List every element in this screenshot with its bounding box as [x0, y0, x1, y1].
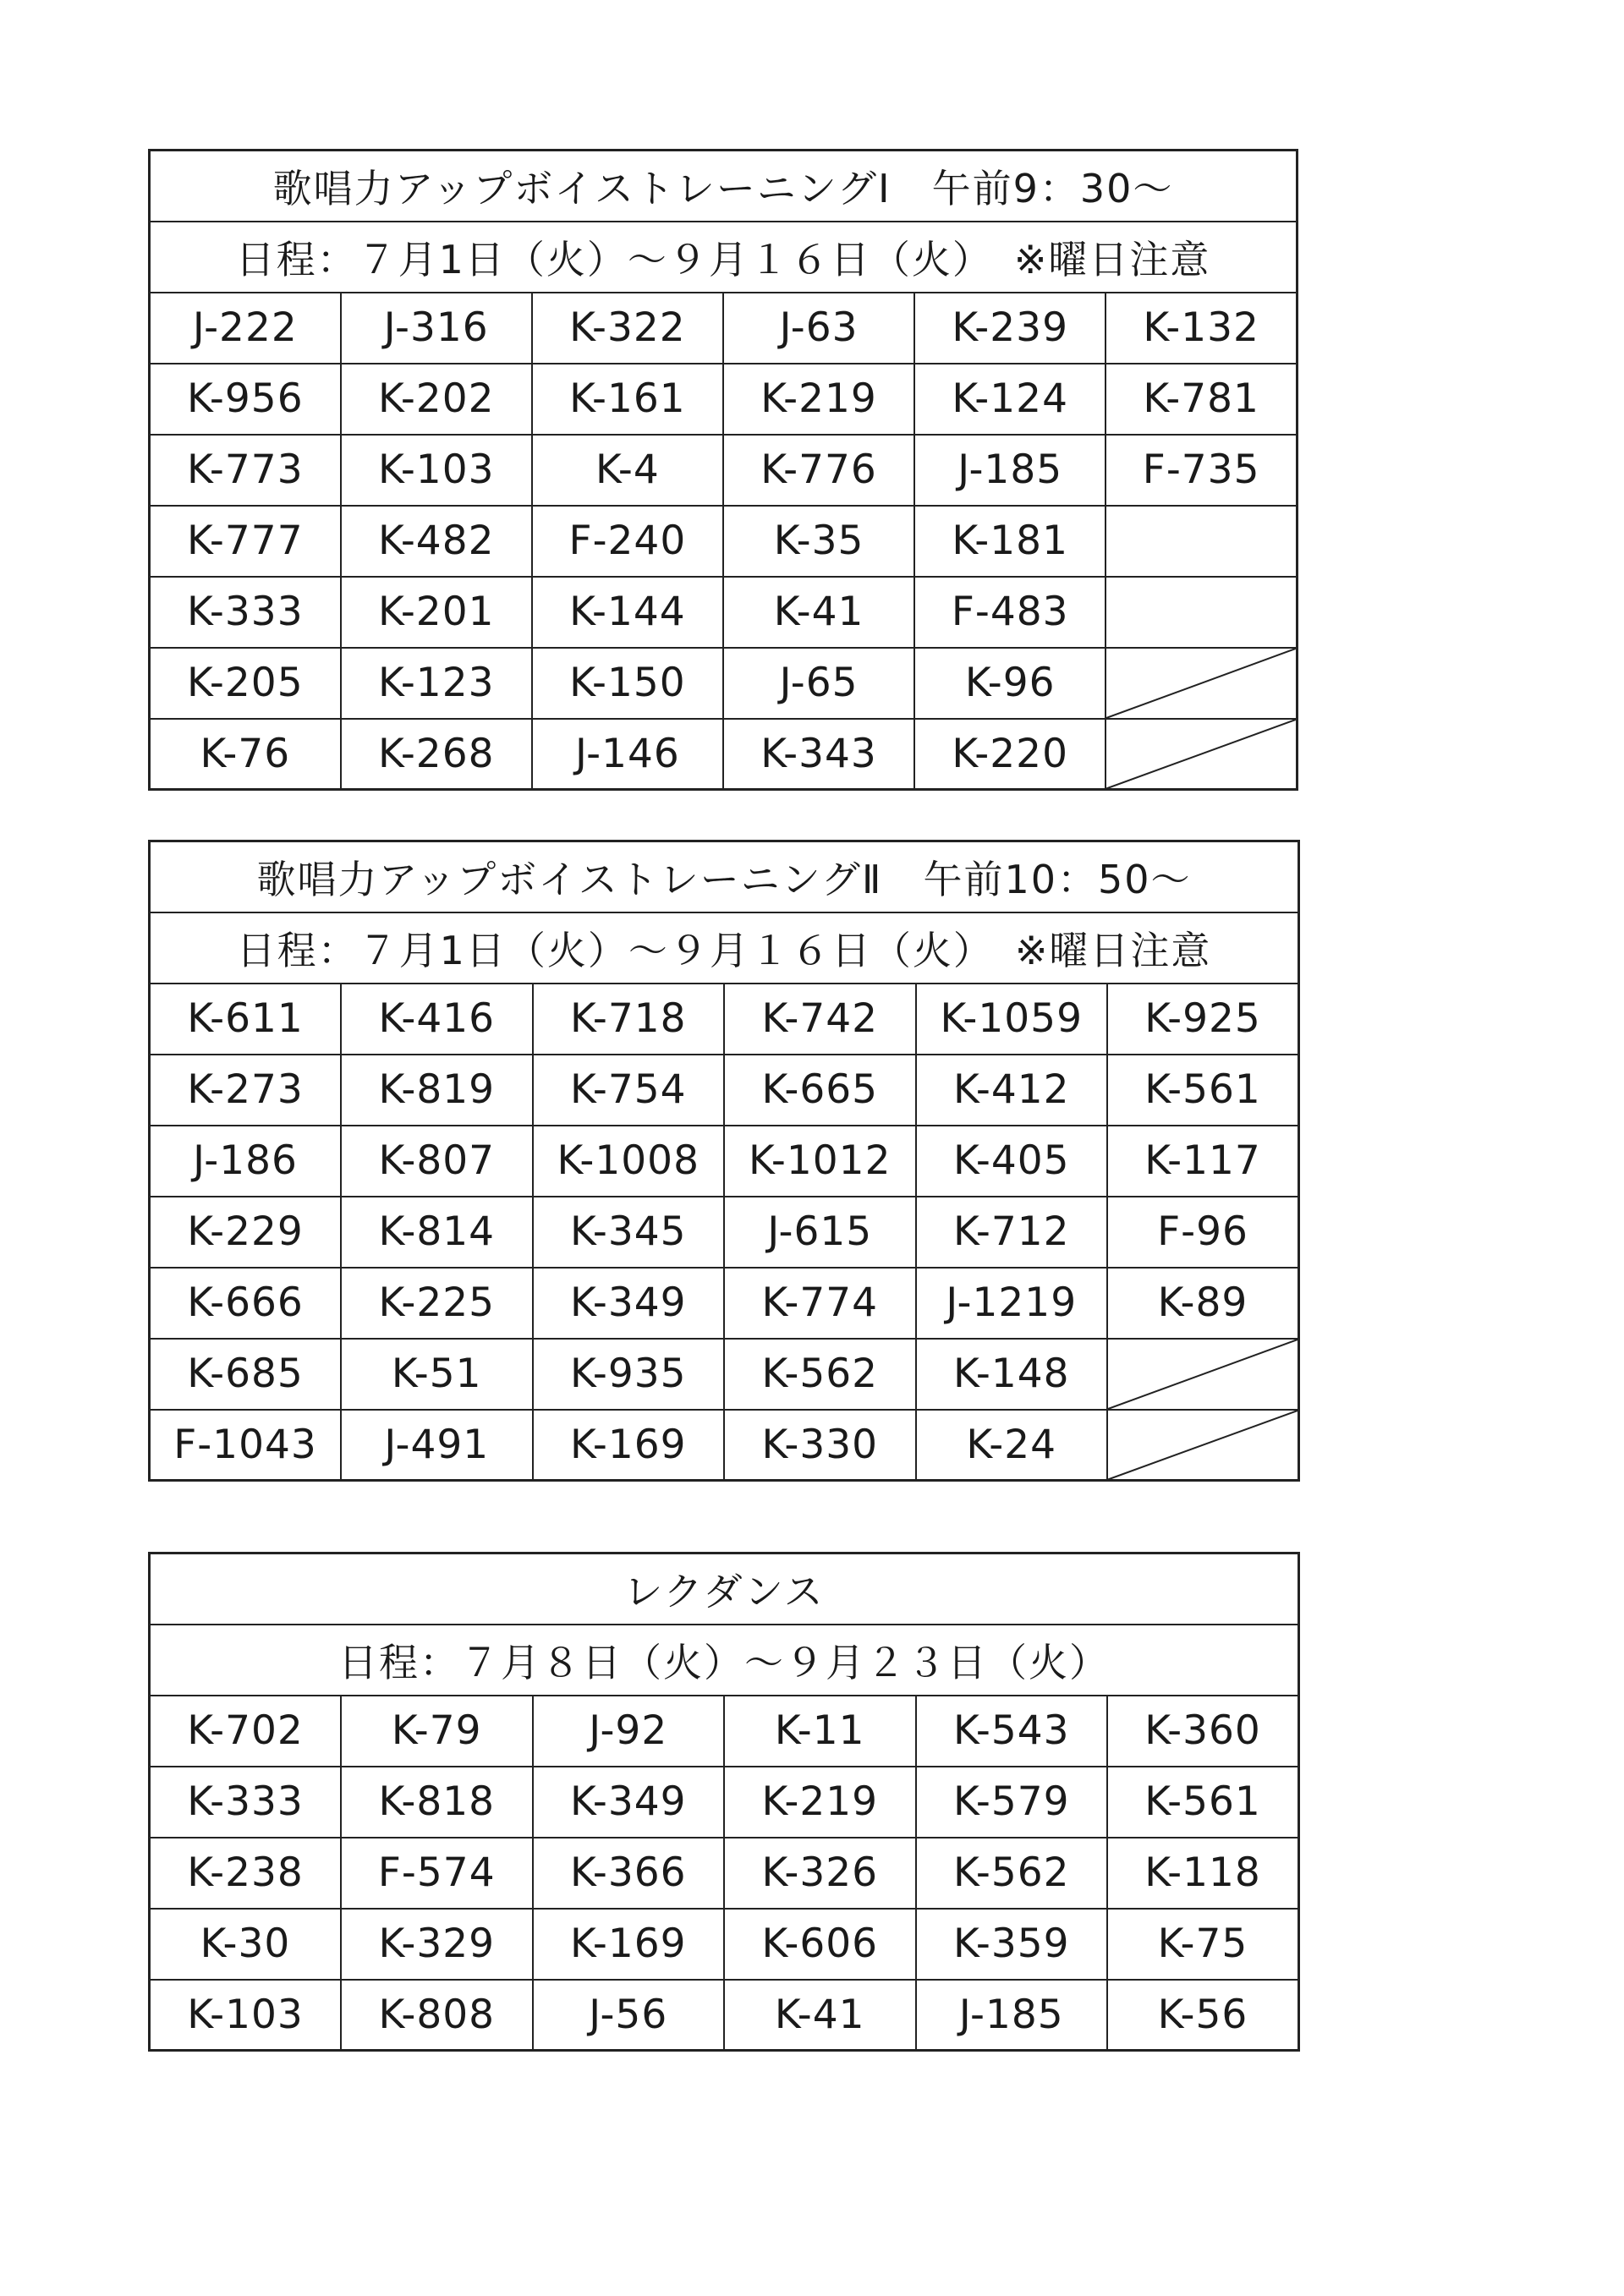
participant-id-cell: K-781 — [1106, 364, 1297, 435]
participant-id-cell: K-925 — [1107, 984, 1299, 1055]
participant-id-cell: K-611 — [150, 984, 342, 1055]
participant-id-cell: K-754 — [533, 1055, 725, 1126]
participant-row — [150, 1838, 1299, 1909]
participant-id-cell: K-229 — [150, 1197, 342, 1268]
participant-id-cell: J-92 — [533, 1696, 725, 1767]
participant-id-cell: K-79 — [341, 1696, 533, 1767]
participant-id-cell: K-103 — [341, 435, 532, 506]
participant-id-cell: K-117 — [1107, 1126, 1299, 1197]
diagonal-slash-icon — [1106, 720, 1296, 789]
participant-id-cell: K-89 — [1107, 1268, 1299, 1339]
unused-cell-slash — [1106, 719, 1297, 790]
participant-id-cell: K-776 — [723, 435, 914, 506]
participant-id-cell: K-777 — [150, 506, 341, 577]
table-period: 日程：７月８日（火）～９月２３日（火） — [150, 1625, 1299, 1696]
unused-cell-slash — [1107, 1410, 1299, 1481]
participant-id-cell: J-222 — [150, 293, 341, 364]
participant-id-cell: K-819 — [341, 1055, 533, 1126]
participant-id-cell: K-366 — [533, 1838, 725, 1909]
participant-row — [150, 1767, 1299, 1838]
participant-row — [150, 364, 1298, 435]
participant-id-cell: F-483 — [914, 577, 1106, 648]
participant-id-cell: K-818 — [341, 1767, 533, 1838]
participant-id-cell: K-712 — [916, 1197, 1108, 1268]
participant-id-cell: J-63 — [723, 293, 914, 364]
participant-id-cell: K-349 — [533, 1268, 725, 1339]
participant-id-cell: K-330 — [724, 1410, 916, 1481]
participant-id-cell: K-666 — [150, 1268, 342, 1339]
participant-id-cell: K-718 — [533, 984, 725, 1055]
participant-id-cell: K-205 — [150, 648, 341, 719]
participant-id-cell: K-1059 — [916, 984, 1108, 1055]
participant-id-cell: K-35 — [723, 506, 914, 577]
participant-id-cell: K-51 — [341, 1339, 533, 1410]
participant-id-cell: K-807 — [341, 1126, 533, 1197]
participant-id-cell: J-1219 — [916, 1268, 1108, 1339]
participant-id-cell: K-169 — [533, 1909, 725, 1980]
participant-id-cell: K-333 — [150, 1767, 342, 1838]
participant-row — [150, 577, 1298, 648]
diagonal-slash-icon — [1108, 1340, 1298, 1409]
participant-id-cell: K-1008 — [533, 1126, 725, 1197]
participant-id-cell: K-322 — [532, 293, 723, 364]
participant-id-cell: K-220 — [914, 719, 1106, 790]
participant-id-cell: K-326 — [724, 1838, 916, 1909]
participant-row — [150, 1055, 1299, 1126]
participant-id-cell: K-76 — [150, 719, 341, 790]
participant-id-cell: J-615 — [724, 1197, 916, 1268]
participant-id-cell: J-185 — [914, 435, 1106, 506]
participant-id-cell: K-148 — [916, 1339, 1108, 1410]
participant-row — [150, 1126, 1299, 1197]
participant-id-cell: K-132 — [1106, 293, 1297, 364]
participant-id-cell: J-186 — [150, 1126, 342, 1197]
participant-row — [150, 984, 1299, 1055]
participant-id-cell: K-702 — [150, 1696, 342, 1767]
participant-row — [150, 1197, 1299, 1268]
participant-id-cell: K-685 — [150, 1339, 342, 1410]
participant-id-cell: K-562 — [916, 1838, 1108, 1909]
participant-id-cell: K-561 — [1107, 1055, 1299, 1126]
participant-id-cell: K-181 — [914, 506, 1106, 577]
participant-id-cell: F-735 — [1106, 435, 1297, 506]
table-period: 日程：７月1日（火）～９月１６日（火） ※曜日注意 — [150, 222, 1298, 293]
participant-id-cell: K-4 — [532, 435, 723, 506]
table-period-row — [150, 222, 1298, 293]
table-title-row — [150, 1553, 1299, 1625]
participant-id-cell: K-360 — [1107, 1696, 1299, 1767]
unused-cell-slash — [1107, 1339, 1299, 1410]
participant-id-cell: K-543 — [916, 1696, 1108, 1767]
participant-id-cell: K-482 — [341, 506, 532, 577]
participant-row — [150, 1909, 1299, 1980]
participant-id-cell: F-574 — [341, 1838, 533, 1909]
participant-id-cell: J-491 — [341, 1410, 533, 1481]
table-period: 日程：７月1日（火）～９月１６日（火） ※曜日注意 — [150, 912, 1299, 984]
participant-id-cell: K-345 — [533, 1197, 725, 1268]
participant-id-cell: J-146 — [532, 719, 723, 790]
participant-id-cell: K-201 — [341, 577, 532, 648]
participant-id-cell: K-11 — [724, 1696, 916, 1767]
participant-row — [150, 1268, 1299, 1339]
participant-row — [150, 506, 1298, 577]
participant-id-cell: K-329 — [341, 1909, 533, 1980]
participant-id-cell: K-405 — [916, 1126, 1108, 1197]
participant-row — [150, 1410, 1299, 1481]
participant-id-cell: K-808 — [341, 1980, 533, 2051]
participant-id-cell: K-41 — [723, 577, 914, 648]
participant-id-cell: J-65 — [723, 648, 914, 719]
participant-id-cell: K-144 — [532, 577, 723, 648]
participant-id-cell: K-273 — [150, 1055, 342, 1126]
participant-row — [150, 435, 1298, 506]
rec-dance-table — [148, 1552, 1300, 2052]
table-title-row — [150, 151, 1298, 222]
participant-id-cell: F-240 — [532, 506, 723, 577]
participant-id-cell: K-814 — [341, 1197, 533, 1268]
participant-id-cell: K-239 — [914, 293, 1106, 364]
participant-id-cell: K-416 — [341, 984, 533, 1055]
participant-id-cell: K-24 — [916, 1410, 1108, 1481]
participant-id-cell: F-96 — [1107, 1197, 1299, 1268]
participant-id-cell: K-561 — [1107, 1767, 1299, 1838]
table-title: レクダンス — [150, 1553, 1299, 1625]
participant-id-cell: K-562 — [724, 1339, 916, 1410]
participant-row — [150, 1980, 1299, 2051]
participant-id-cell: K-579 — [916, 1767, 1108, 1838]
participant-id-cell: K-225 — [341, 1268, 533, 1339]
table-title: 歌唱力アップボイストレーニングⅡ 午前10：50～ — [150, 841, 1299, 912]
table-title: 歌唱力アップボイストレーニングⅠ 午前9：30～ — [150, 151, 1298, 222]
participant-id-cell: K-150 — [532, 648, 723, 719]
participant-id-cell: K-124 — [914, 364, 1106, 435]
participant-id-cell: K-606 — [724, 1909, 916, 1980]
participant-id-cell: K-219 — [724, 1767, 916, 1838]
participant-id-cell: K-774 — [724, 1268, 916, 1339]
participant-id-cell: K-1012 — [724, 1126, 916, 1197]
participant-row — [150, 1696, 1299, 1767]
participant-id-cell: K-219 — [723, 364, 914, 435]
participant-id-cell: K-665 — [724, 1055, 916, 1126]
participant-id-cell: K-956 — [150, 364, 341, 435]
diagonal-slash-icon — [1106, 649, 1296, 718]
participant-id-cell: K-349 — [533, 1767, 725, 1838]
participant-id-cell: K-118 — [1107, 1838, 1299, 1909]
participant-id-cell: K-161 — [532, 364, 723, 435]
empty-cell — [1106, 577, 1297, 648]
participant-id-cell: K-359 — [916, 1909, 1108, 1980]
table-period-row — [150, 1625, 1299, 1696]
participant-id-cell: J-316 — [341, 293, 532, 364]
participant-row — [150, 648, 1298, 719]
participant-row — [150, 719, 1298, 790]
participant-id-cell: K-75 — [1107, 1909, 1299, 1980]
voice-training-1-table — [148, 149, 1298, 791]
participant-id-cell: K-773 — [150, 435, 341, 506]
participant-id-cell: K-268 — [341, 719, 532, 790]
voice-training-2-table — [148, 840, 1300, 1482]
table-title-row — [150, 841, 1299, 912]
participant-id-cell: K-742 — [724, 984, 916, 1055]
participant-id-cell: K-412 — [916, 1055, 1108, 1126]
participant-id-cell: K-935 — [533, 1339, 725, 1410]
participant-id-cell: J-185 — [916, 1980, 1108, 2051]
participant-id-cell: K-343 — [723, 719, 914, 790]
participant-id-cell: J-56 — [533, 1980, 725, 2051]
empty-cell — [1106, 506, 1297, 577]
unused-cell-slash — [1106, 648, 1297, 719]
table-period-row — [150, 912, 1299, 984]
participant-row — [150, 1339, 1299, 1410]
participant-id-cell: K-30 — [150, 1909, 342, 1980]
participant-id-cell: K-202 — [341, 364, 532, 435]
participant-id-cell: K-56 — [1107, 1980, 1299, 2051]
diagonal-slash-icon — [1108, 1411, 1298, 1480]
participant-id-cell: K-238 — [150, 1838, 342, 1909]
participant-id-cell: F-1043 — [150, 1410, 342, 1481]
participant-id-cell: K-333 — [150, 577, 341, 648]
participant-id-cell: K-103 — [150, 1980, 342, 2051]
participant-id-cell: K-123 — [341, 648, 532, 719]
participant-id-cell: K-169 — [533, 1410, 725, 1481]
participant-row — [150, 293, 1298, 364]
participant-id-cell: K-41 — [724, 1980, 916, 2051]
participant-id-cell: K-96 — [914, 648, 1106, 719]
